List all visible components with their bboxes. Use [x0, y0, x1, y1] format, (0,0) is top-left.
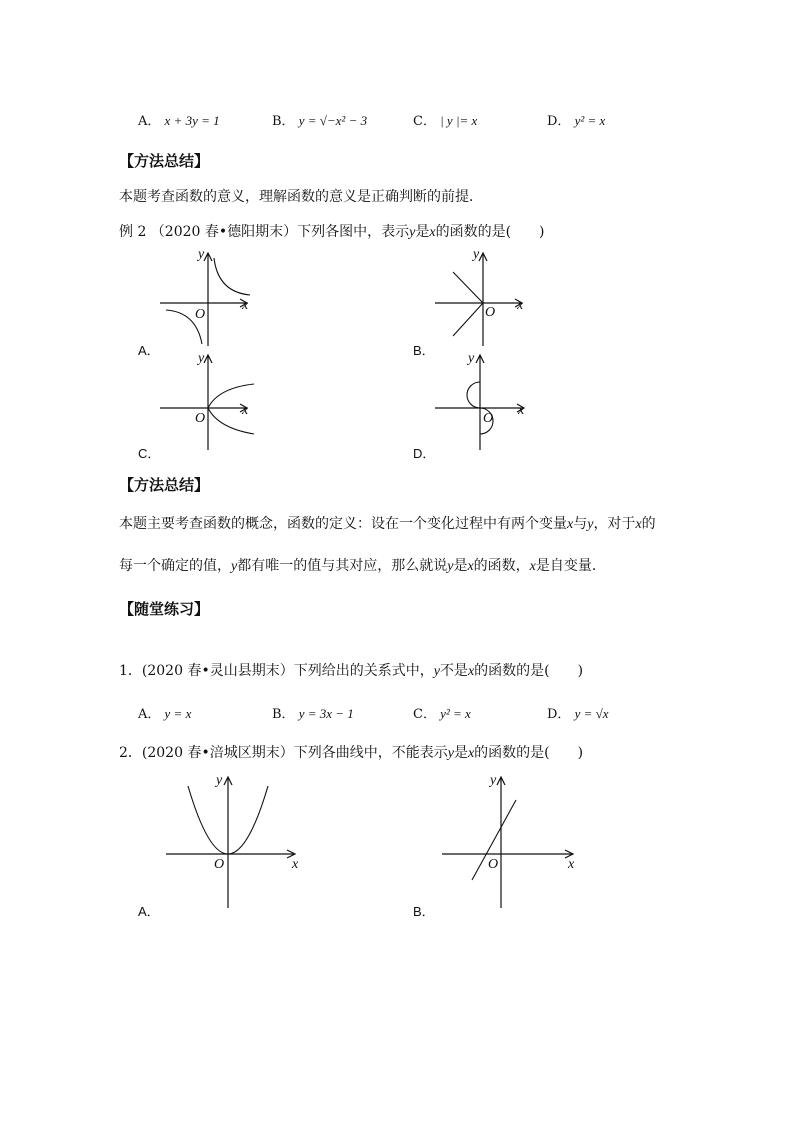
option-c-expr: | y |= x [440, 113, 478, 128]
option-d: D． y² = x [547, 113, 606, 129]
practice-q2: 2．(2020 春•涪城区期末）下列各曲线中，不能表示y是x的函数的是( ) [119, 745, 584, 761]
graph-c-label: C． [138, 446, 161, 461]
option-b: B． y = √−x² − 3 [272, 113, 368, 129]
method-summary-heading-2: 【方法总结】 [119, 476, 210, 494]
option-c: C． | y |= x [413, 113, 478, 129]
graph-c-parabola [158, 352, 258, 452]
graph-d-x-label: x [518, 403, 525, 418]
option-a: A． x + 3y = 1 [138, 113, 220, 129]
method-summary-text-1: 本题考查函数的意义，理解函数的意义是正确判断的前提． [119, 189, 483, 205]
q2-graph-b-origin: O [488, 857, 499, 872]
q2-graph-b-x-label: x [568, 857, 575, 872]
q1-option-a: A． y = x [138, 706, 192, 722]
q2-graph-a-label: A． [138, 904, 160, 919]
option-b-expr: y = √−x² − 3 [298, 113, 368, 128]
graph-b-lines [433, 248, 533, 348]
graph-b-x-label: x [517, 298, 524, 313]
practice-q1: 1．(2020 春•灵山县期末）下列给出的关系式中，y不是x的函数的是( ) [119, 663, 584, 679]
method-summary-heading-1: 【方法总结】 [119, 152, 210, 170]
graph-b-origin: O [485, 305, 496, 320]
q2-graph-b-y-label: y [490, 773, 497, 788]
graph-d-origin: O [483, 411, 494, 426]
q1-option-c: C． y² = x [413, 706, 471, 722]
graph-b-label: B． [413, 343, 435, 358]
graph-a-y-label: y [198, 247, 205, 262]
q2-graph-a-y-label: y [216, 773, 223, 788]
q2-graph-a-x-label: x [292, 857, 299, 872]
graph-a-hyperbola [158, 248, 258, 348]
graph-a-label: A． [138, 343, 160, 358]
practice-heading: 【随堂练习】 [119, 600, 210, 618]
graph-b-y-label: y [473, 247, 480, 262]
graph-a-x-label: x [242, 298, 249, 313]
graph-c-y-label: y [198, 351, 205, 366]
q2-graph-a-parabola [164, 772, 304, 912]
option-a-expr: x + 3y = 1 [164, 113, 220, 128]
graph-d-label: D． [413, 446, 436, 461]
q2-graph-b-label: B． [413, 904, 435, 919]
graph-a-origin: O [195, 307, 206, 322]
graph-d-curve [433, 352, 533, 452]
q2-graph-b-line [440, 772, 580, 912]
q1-option-b: B． y = 3x − 1 [272, 706, 354, 722]
q1-option-d: D． y = √x [547, 706, 609, 722]
option-d-expr: y² = x [574, 113, 606, 128]
method-summary-text-2-line2: 每一个确定的值，y都有唯一的值与其对应，那么就说y是x的函数，x是自变量． [119, 558, 606, 574]
q2-graph-a-origin: O [214, 857, 225, 872]
graph-c-x-label: x [242, 403, 249, 418]
method-summary-text-2-line1: 本题主要考查函数的概念，函数的定义：设在一个变化过程中有两个变量x与y，对于x的 [119, 516, 656, 532]
graph-c-origin: O [195, 411, 206, 426]
graph-d-y-label: y [468, 351, 475, 366]
example-2-question: 例 2 （2020 春•德阳期末）下列各图中，表示y是x的函数的是( ) [119, 224, 545, 240]
